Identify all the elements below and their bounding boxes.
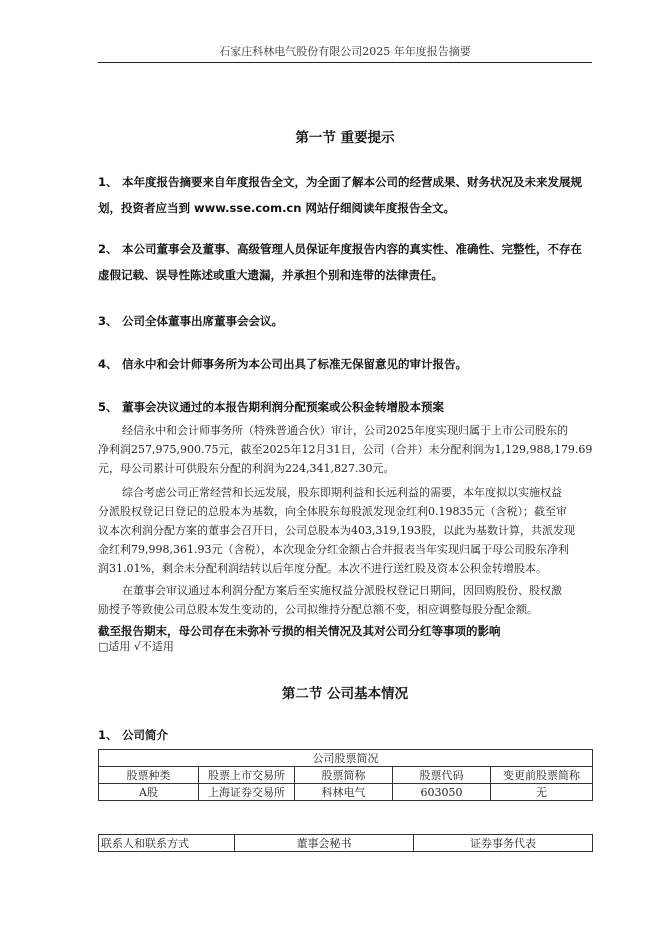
contact-table xyxy=(98,834,593,852)
notice-item-1-line-2: 划，投资者应当到 www.sse.com.cn 网站仔细阅读年度报告全文。 xyxy=(98,201,455,215)
table-header-cell: 股票简称 xyxy=(295,767,393,784)
dividend-paragraph-line-4: 金红利79,998,361.93元（含税），本次现金分红金额占合并报表当年实现归属于母公司股东净利 xyxy=(98,543,569,556)
table-header-cell: 股票代码 xyxy=(393,767,491,784)
profit-paragraph-line-3: 元，母公司累计可供股东分配的利润为224,341,827.30元。 xyxy=(98,462,395,475)
header-rule xyxy=(98,62,592,63)
dividend-paragraph-line-1: 综合考虑公司正常经营和长远发展，股东即期利益和长远利益的需要，本年度拟以实施权益 xyxy=(122,486,562,499)
profit-paragraph-line-1: 经信永中和会计师事务所（特殊普通合伙）审计，公司2025年度实现归属于上市公司股东的 xyxy=(122,424,568,437)
table-row xyxy=(99,784,593,801)
notice-item-4: 4、 信永中和会计师事务所为本公司出具了标准无保留意见的审计报告。 xyxy=(98,357,467,371)
section-2-title: 第二节 公司基本情况 xyxy=(281,686,409,702)
table-header-cell: 股票上市交易所 xyxy=(199,767,295,784)
table-header-row xyxy=(99,835,593,852)
notice-item-3: 3、 公司全体董事出席董事会会议。 xyxy=(98,314,283,328)
table-cell: 科林电气 xyxy=(295,784,393,801)
notice-item-2-line-2: 虚假记载、误导性陈述或重大遗漏，并承担个别和连带的法律责任。 xyxy=(98,268,443,282)
notice-item-2-line-1: 2、 本公司董事会及董事、高级管理人员保证年度报告内容的真实性、准确性、完整性，不存在 xyxy=(98,242,582,256)
adjustment-paragraph-line-1: 在董事会审议通过本利润分配方案后至实施权益分派股权登记日期间，因回购股份、股权激 xyxy=(122,584,562,597)
dividend-paragraph-line-3: 议本次利润分配方案的董事会召开日，公司总股本为403,319,193股，以此为基数计算，共派发现 xyxy=(98,524,575,537)
table-header-cell: 证券事务代表 xyxy=(414,835,593,852)
applicable-checkbox-row: □适用 √不适用 xyxy=(98,640,174,653)
profit-paragraph-line-2: 净利润257,975,900.75元，截至2025年12月31日，公司（合并）未分配利润为1,129,988,179.69 xyxy=(98,443,593,456)
table-cell: 上海证券交易所 xyxy=(199,784,295,801)
loss-heading: 截至报告期末，母公司存在未弥补亏损的相关情况及其对公司分红等事项的影响 xyxy=(98,624,501,638)
dividend-paragraph-line-5: 润31.01%，剩余未分配利润结转以后年度分配。本次不进行送红股及资本公积金转增股本。 xyxy=(98,562,547,575)
company-intro-heading: 1、 公司简介 xyxy=(98,728,168,742)
section-1-title: 第一节 重要提示 xyxy=(295,130,395,146)
table-header-cell: 变更前股票简称 xyxy=(491,767,593,784)
notice-item-5: 5、 董事会决议通过的本报告期利润分配预案或公积金转增股本预案 xyxy=(98,400,444,414)
stock-info-table xyxy=(98,749,593,801)
table-cell: 无 xyxy=(491,784,593,801)
table-cell: A股 xyxy=(99,784,199,801)
stock-table-caption: 公司股票简况 xyxy=(99,750,593,767)
adjustment-paragraph-line-2: 励授予等致使公司总股本发生变动的，公司拟维持分配总额不变，相应调整每股分配金额。 xyxy=(98,603,538,616)
page-header: 石家庄科林电气股份有限公司2025 年年度报告摘要 xyxy=(219,45,471,58)
dividend-paragraph-line-2: 分派股权登记日登记的总股本为基数，向全体股东每股派发现金红利0.19835元（含税）；截至审 xyxy=(98,505,567,518)
table-header-cell: 股票种类 xyxy=(99,767,199,784)
table-cell: 603050 xyxy=(393,784,491,801)
table-header-cell: 董事会秘书 xyxy=(235,835,414,852)
table-header-row xyxy=(99,767,593,784)
table-header-cell: 联系人和联系方式 xyxy=(99,835,235,852)
notice-item-1-line-1: 1、 本年度报告摘要来自年度报告全文，为全面了解本公司的经营成果、财务状况及未来发展规 xyxy=(98,175,582,189)
